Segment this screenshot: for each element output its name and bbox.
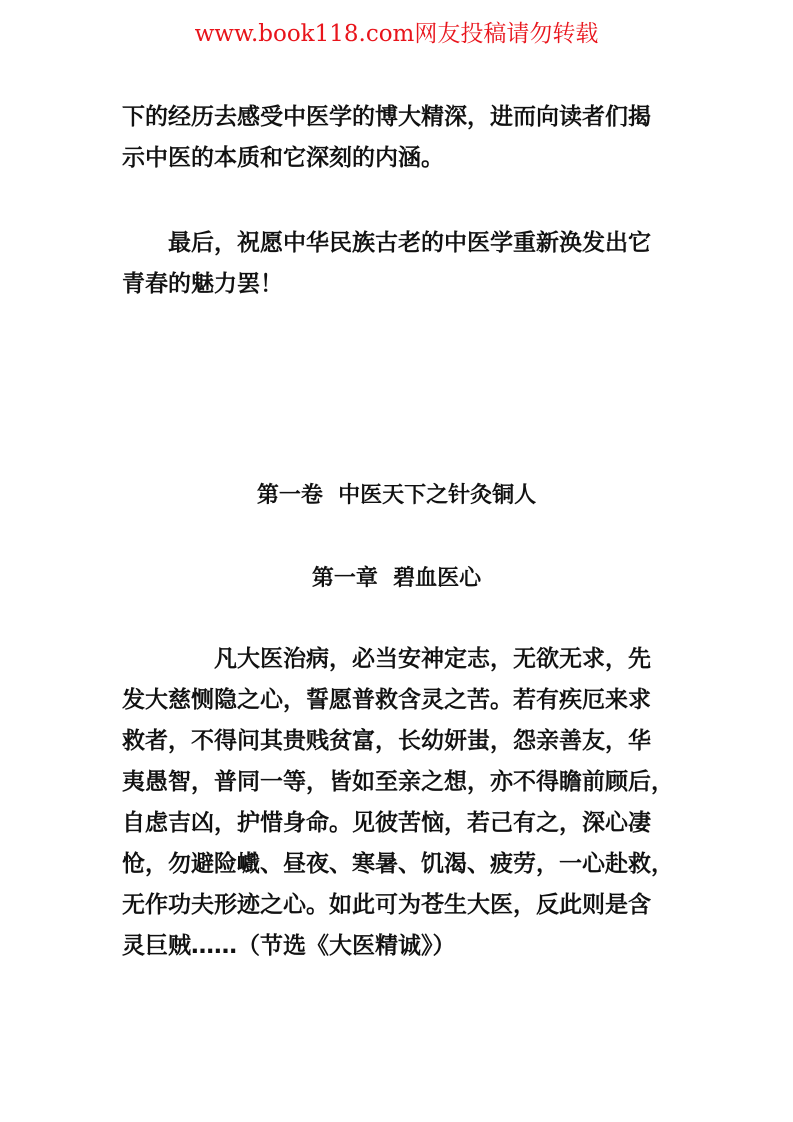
paragraph-line: 自虑吉凶，护惜身命。见彼苦恼，若己有之，深心凄 [122, 810, 651, 836]
volume-title: 第一卷 中医天下之针灸铜人 [256, 483, 537, 508]
paragraph-line: 下的经历去感受中医学的博大精深，进而向读者们揭 [122, 104, 651, 130]
watermark-text: www.book118.com网友投稿请勿转载 [194, 21, 599, 47]
intro-paragraph [122, 97, 682, 179]
paragraph-line: 夷愚智，普同一等，皆如至亲之想，亦不得瞻前顾后， [122, 769, 674, 795]
paragraph-line: 无作功夫形迹之心。如此可为苍生大医，反此则是含 [122, 892, 651, 918]
quote-paragraph [122, 639, 682, 967]
paragraph-line: 最后，祝愿中华民族古老的中医学重新涣发出它 [122, 230, 651, 256]
paragraph-line: 凡大医治病，必当安神定志，无欲无求，先 [122, 646, 651, 672]
paragraph-line: 示中医的本质和它深刻的内涵。 [122, 145, 444, 171]
closing-paragraph [122, 223, 682, 305]
paragraph-line: 怆，勿避险巇、昼夜、寒暑、饥渴、疲劳，一心赴救， [122, 851, 674, 877]
paragraph-line: 救者，不得问其贵贱贫富，长幼妍蚩，怨亲善友，华 [122, 728, 651, 754]
chapter-title: 第一章 碧血医心 [311, 566, 482, 591]
paragraph-line: 灵巨贼……（节选《大医精诚》） [122, 933, 456, 959]
paragraph-line: 发大慈恻隐之心，誓愿普救含灵之苦。若有疾厄来求 [122, 687, 651, 713]
paragraph-line: 青春的魅力罢！ [122, 271, 283, 297]
